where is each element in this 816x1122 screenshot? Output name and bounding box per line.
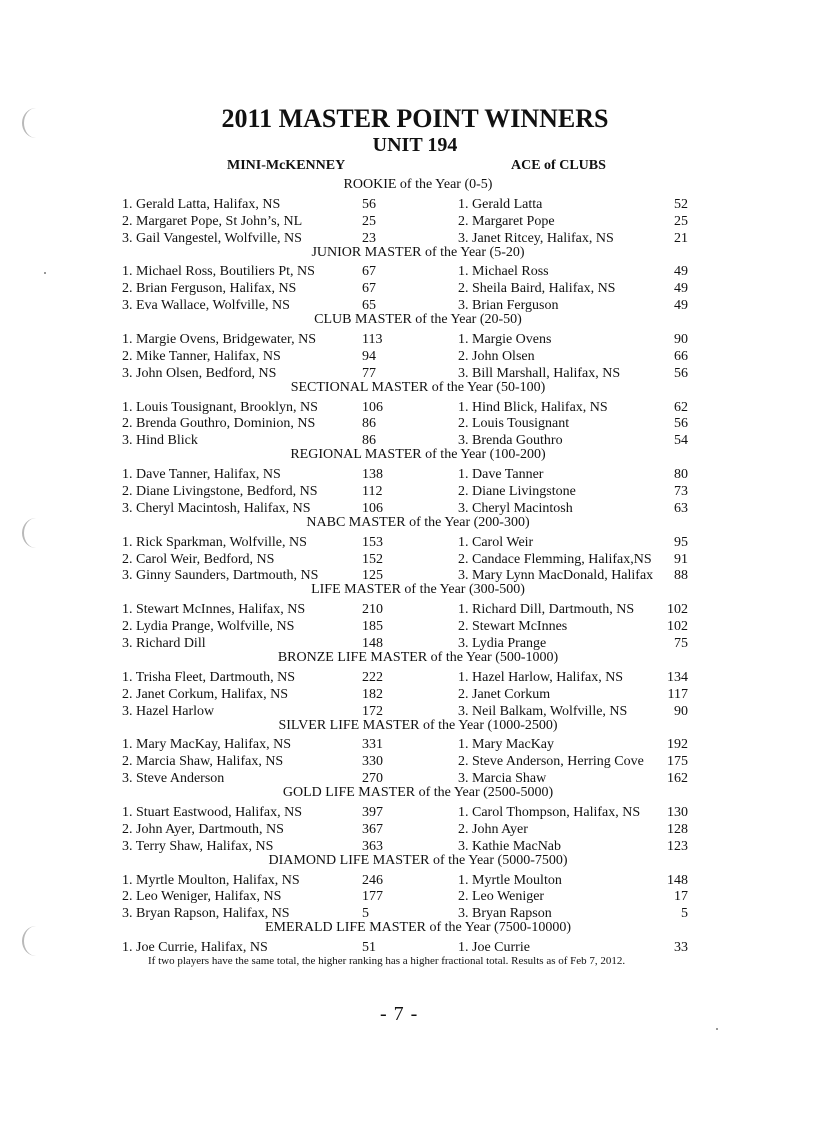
mini-mckenney-winner: 3. Eva Wallace, Wolfville, NS <box>122 298 290 314</box>
ace-of-clubs-points: 33 <box>674 940 688 956</box>
result-row <box>0 329 816 346</box>
mini-mckenney-winner: 3. Bryan Rapson, Halifax, NS <box>122 906 290 922</box>
mini-mckenney-points: 112 <box>362 484 383 500</box>
result-row <box>0 194 816 211</box>
category-heading: DIAMOND LIFE MASTER of the Year (5000-7500) <box>268 852 568 868</box>
mini-mckenney-winner: 3. John Olsen, Bedford, NS <box>122 365 277 381</box>
ace-of-clubs-winner: 1. Myrtle Moulton <box>458 872 562 888</box>
mini-mckenney-points: 65 <box>362 298 376 314</box>
ace-of-clubs-points: 66 <box>674 348 688 364</box>
mini-mckenney-winner: 3. Gail Vangestel, Wolfville, NS <box>122 230 302 246</box>
mini-mckenney-points: 113 <box>362 332 383 348</box>
page-subtitle: UNIT 194 <box>372 134 458 156</box>
ace-of-clubs-points: 21 <box>674 230 688 246</box>
mini-mckenney-points: 397 <box>362 804 383 820</box>
ace-of-clubs-points: 49 <box>674 298 688 314</box>
ace-of-clubs-points: 175 <box>667 754 688 770</box>
result-row <box>0 937 816 954</box>
result-row <box>0 295 816 312</box>
result-row <box>0 363 816 380</box>
result-row <box>0 599 816 616</box>
page-title: 2011 MASTER POINT WINNERS <box>221 104 609 133</box>
mini-mckenney-points: 5 <box>362 906 369 922</box>
ace-of-clubs-winner: 2. Candace Flemming, Halifax,NS <box>458 551 652 567</box>
mini-mckenney-winner: 2. Lydia Prange, Wolfville, NS <box>122 619 295 635</box>
ace-of-clubs-winner: 2. John Olsen <box>458 348 535 364</box>
ace-of-clubs-winner: 2. Steve Anderson, Herring Cove <box>458 754 644 770</box>
results-list <box>0 177 816 954</box>
ace-of-clubs-winner: 1. Michael Ross <box>458 264 549 280</box>
mini-mckenney-winner: 3. Hazel Harlow <box>122 703 215 719</box>
mini-mckenney-points: 51 <box>362 940 376 956</box>
ace-of-clubs-winner: 2. Diane Livingstone <box>458 484 576 500</box>
mini-mckenney-points: 363 <box>362 838 383 854</box>
result-row <box>0 616 816 633</box>
mini-mckenney-winner: 3. Steve Anderson <box>122 771 225 787</box>
mini-mckenney-winner: 3. Hind Blick <box>122 433 198 449</box>
mini-mckenney-winner: 2. Diane Livingstone, Bedford, NS <box>122 484 318 500</box>
mini-mckenney-points: 94 <box>362 348 376 364</box>
mini-mckenney-points: 23 <box>362 230 376 246</box>
ace-of-clubs-points: 80 <box>674 467 688 483</box>
mini-mckenney-points: 25 <box>362 213 376 229</box>
category-heading: BRONZE LIFE MASTER of the Year (500-1000) <box>277 649 559 665</box>
ace-of-clubs-points: 130 <box>667 804 688 820</box>
category-heading: LIFE MASTER of the Year (300-500) <box>311 582 525 598</box>
mini-mckenney-points: 331 <box>362 737 383 753</box>
mini-mckenney-points: 67 <box>362 281 376 297</box>
ace-of-clubs-points: 128 <box>667 821 688 837</box>
mini-mckenney-points: 148 <box>362 636 383 652</box>
ace-of-clubs-winner: 1. Carol Weir <box>458 534 534 550</box>
ace-of-clubs-points: 102 <box>667 619 688 635</box>
result-row <box>0 413 816 430</box>
result-row <box>0 481 816 498</box>
mini-mckenney-winner: 3. Ginny Saunders, Dartmouth, NS <box>122 568 319 584</box>
ace-of-clubs-points: 5 <box>681 906 688 922</box>
ace-of-clubs-winner: 3. Janet Ritcey, Halifax, NS <box>458 230 614 246</box>
mini-mckenney-points: 125 <box>362 568 383 584</box>
result-row <box>0 549 816 566</box>
mini-mckenney-points: 86 <box>362 433 376 449</box>
category-heading: NABC MASTER of the Year (200-300) <box>306 514 530 530</box>
mini-mckenney-winner: 1. Rick Sparkman, Wolfville, NS <box>122 534 307 550</box>
ace-of-clubs-points: 62 <box>674 399 688 415</box>
mini-mckenney-points: 86 <box>362 416 376 432</box>
mini-mckenney-winner: 1. Michael Ross, Boutiliers Pt, NS <box>122 264 315 280</box>
mini-mckenney-points: 153 <box>362 534 383 550</box>
category-heading: SECTIONAL MASTER of the Year (50-100) <box>290 379 546 395</box>
ace-of-clubs-points: 73 <box>674 484 688 500</box>
result-row <box>0 464 816 481</box>
mini-mckenney-winner: 1. Dave Tanner, Halifax, NS <box>122 467 281 483</box>
mini-mckenney-winner: 1. Trisha Fleet, Dartmouth, NS <box>122 669 296 685</box>
ace-of-clubs-points: 25 <box>674 213 688 229</box>
ace-of-clubs-winner: 3. Neil Balkam, Wolfville, NS <box>458 703 628 719</box>
mini-mckenney-points: 106 <box>362 399 383 415</box>
ace-of-clubs-winner: 2. Margaret Pope <box>458 213 555 229</box>
mini-mckenney-points: 182 <box>362 686 383 702</box>
ace-of-clubs-points: 134 <box>667 669 688 685</box>
mini-mckenney-points: 67 <box>362 264 376 280</box>
ace-of-clubs-winner: 1. Margie Ovens <box>458 332 552 348</box>
result-row <box>0 261 816 278</box>
ace-of-clubs-winner: 3. Cheryl Macintosh <box>458 500 573 516</box>
result-row <box>0 819 816 836</box>
ace-of-clubs-points: 49 <box>674 281 688 297</box>
mini-mckenney-points: 246 <box>362 872 383 888</box>
mini-mckenney-points: 222 <box>362 669 383 685</box>
result-row <box>0 836 816 853</box>
ace-of-clubs-winner: 3. Mary Lynn MacDonald, Halifax <box>458 568 654 584</box>
ace-of-clubs-winner: 1. Hind Blick, Halifax, NS <box>458 399 608 415</box>
result-row <box>0 751 816 768</box>
mini-mckenney-points: 367 <box>362 821 383 837</box>
mini-mckenney-points: 330 <box>362 754 383 770</box>
ace-of-clubs-winner: 1. Joe Currie <box>458 940 530 956</box>
category-heading: ROOKIE of the Year (0-5) <box>343 177 493 192</box>
result-row <box>0 802 816 819</box>
ace-of-clubs-points: 95 <box>674 534 688 550</box>
ace-of-clubs-points: 148 <box>667 872 688 888</box>
category-heading: GOLD LIFE MASTER of the Year (2500-5000) <box>282 785 554 801</box>
ace-of-clubs-winner: 1. Carol Thompson, Halifax, NS <box>458 804 641 820</box>
result-row <box>0 701 816 718</box>
mini-mckenney-winner: 1. Louis Tousignant, Brooklyn, NS <box>122 399 318 415</box>
mini-mckenney-winner: 1. Gerald Latta, Halifax, NS <box>122 196 281 212</box>
mini-mckenney-points: 210 <box>362 602 383 618</box>
ace-of-clubs-points: 102 <box>667 602 688 618</box>
mini-mckenney-winner: 2. John Ayer, Dartmouth, NS <box>122 821 284 837</box>
mini-mckenney-points: 152 <box>362 551 383 567</box>
result-row <box>0 397 816 414</box>
ace-of-clubs-points: 192 <box>667 737 688 753</box>
ace-of-clubs-winner: 2. Sheila Baird, Halifax, NS <box>458 281 616 297</box>
mini-mckenney-winner: 3. Terry Shaw, Halifax, NS <box>122 838 274 854</box>
mini-mckenney-winner: 2. Carol Weir, Bedford, NS <box>122 551 275 567</box>
ace-of-clubs-points: 117 <box>667 686 688 702</box>
result-row <box>0 667 816 684</box>
ace-of-clubs-winner: 1. Mary MacKay <box>458 737 555 753</box>
left-column-heading: MINI-McKENNEY <box>227 158 346 173</box>
ace-of-clubs-points: 162 <box>667 771 688 787</box>
result-row <box>0 228 816 245</box>
ace-of-clubs-points: 54 <box>674 433 688 449</box>
result-row <box>0 633 816 650</box>
mini-mckenney-winner: 1. Joe Currie, Halifax, NS <box>122 940 268 956</box>
mini-mckenney-points: 185 <box>362 619 383 635</box>
mini-mckenney-winner: 2. Margaret Pope, St John’s, NL <box>122 213 303 229</box>
result-row <box>0 498 816 515</box>
mini-mckenney-winner: 2. Leo Weniger, Halifax, NS <box>122 889 282 905</box>
category-heading: SILVER LIFE MASTER of the Year (1000-2500) <box>278 717 558 733</box>
mini-mckenney-points: 177 <box>362 889 383 905</box>
ace-of-clubs-points: 90 <box>674 332 688 348</box>
result-row <box>0 565 816 582</box>
result-row <box>0 346 816 363</box>
ace-of-clubs-winner: 3. Lydia Prange <box>458 636 547 652</box>
category-heading: CLUB MASTER of the Year (20-50) <box>314 312 522 328</box>
mini-mckenney-winner: 2. Marcia Shaw, Halifax, NS <box>122 754 284 770</box>
mini-mckenney-winner: 3. Cheryl Macintosh, Halifax, NS <box>122 500 311 516</box>
result-row <box>0 684 816 701</box>
ace-of-clubs-winner: 2. Janet Corkum <box>458 686 551 702</box>
ace-of-clubs-points: 63 <box>674 500 688 516</box>
result-row <box>0 734 816 751</box>
mini-mckenney-winner: 1. Stewart McInnes, Halifax, NS <box>122 602 306 618</box>
mini-mckenney-winner: 2. Brenda Gouthro, Dominion, NS <box>122 416 316 432</box>
scan-speck <box>716 1028 718 1030</box>
category-heading: REGIONAL MASTER of the Year (100-200) <box>290 447 546 463</box>
result-row <box>0 532 816 549</box>
ace-of-clubs-points: 90 <box>674 703 688 719</box>
ace-of-clubs-winner: 3. Bryan Rapson <box>458 906 552 922</box>
page-number: - 7 - <box>380 1003 419 1025</box>
right-column-heading: ACE of CLUBS <box>511 158 606 173</box>
result-row <box>0 903 816 920</box>
result-row <box>0 886 816 903</box>
mini-mckenney-winner: 1. Myrtle Moulton, Halifax, NS <box>122 872 300 888</box>
result-row <box>0 278 816 295</box>
ace-of-clubs-points: 88 <box>674 568 688 584</box>
ace-of-clubs-winner: 1. Gerald Latta <box>458 196 543 212</box>
result-row <box>0 768 816 785</box>
ace-of-clubs-points: 75 <box>674 636 688 652</box>
mini-mckenney-winner: 3. Richard Dill <box>122 636 206 652</box>
mini-mckenney-winner: 1. Stuart Eastwood, Halifax, NS <box>122 804 303 820</box>
mini-mckenney-winner: 1. Mary MacKay, Halifax, NS <box>122 737 291 753</box>
mini-mckenney-points: 138 <box>362 467 383 483</box>
ace-of-clubs-winner: 2. Stewart McInnes <box>458 619 568 635</box>
mini-mckenney-winner: 2. Janet Corkum, Halifax, NS <box>122 686 289 702</box>
footnote: If two players have the same total, the higher ranking has a higher fractional total. Results as of Feb 7, 2012. <box>148 955 626 967</box>
ace-of-clubs-winner: 1. Hazel Harlow, Halifax, NS <box>458 669 624 685</box>
ace-of-clubs-points: 52 <box>674 196 688 212</box>
ace-of-clubs-winner: 3. Brenda Gouthro <box>458 433 563 449</box>
mini-mckenney-points: 172 <box>362 703 383 719</box>
ace-of-clubs-winner: 3. Marcia Shaw <box>458 771 547 787</box>
mini-mckenney-points: 77 <box>362 365 376 381</box>
mini-mckenney-winner: 2. Brian Ferguson, Halifax, NS <box>122 281 297 297</box>
ace-of-clubs-winner: 2. Leo Weniger <box>458 889 545 905</box>
mini-mckenney-points: 270 <box>362 771 383 787</box>
mini-mckenney-points: 56 <box>362 196 376 212</box>
ace-of-clubs-points: 91 <box>674 551 688 567</box>
ace-of-clubs-points: 56 <box>674 365 688 381</box>
ace-of-clubs-winner: 3. Brian Ferguson <box>458 298 559 314</box>
category-heading: JUNIOR MASTER of the Year (5-20) <box>311 244 525 260</box>
ace-of-clubs-winner: 1. Richard Dill, Dartmouth, NS <box>458 602 635 618</box>
ace-of-clubs-winner: 2. Louis Tousignant <box>458 416 570 432</box>
ace-of-clubs-points: 49 <box>674 264 688 280</box>
mini-mckenney-winner: 1. Margie Ovens, Bridgewater, NS <box>122 332 316 348</box>
category-heading: EMERALD LIFE MASTER of the Year (7500-10000) <box>264 920 572 936</box>
mini-mckenney-winner: 2. Mike Tanner, Halifax, NS <box>122 348 281 364</box>
result-row <box>0 211 816 228</box>
ace-of-clubs-points: 17 <box>674 889 688 905</box>
ace-of-clubs-points: 56 <box>674 416 688 432</box>
result-row <box>0 430 816 447</box>
mini-mckenney-points: 106 <box>362 500 383 516</box>
ace-of-clubs-winner: 3. Kathie MacNab <box>458 838 562 854</box>
result-row <box>0 870 816 887</box>
ace-of-clubs-points: 123 <box>667 838 688 854</box>
ace-of-clubs-winner: 2. John Ayer <box>458 821 528 837</box>
ace-of-clubs-winner: 3. Bill Marshall, Halifax, NS <box>458 365 621 381</box>
ace-of-clubs-winner: 1. Dave Tanner <box>458 467 544 483</box>
